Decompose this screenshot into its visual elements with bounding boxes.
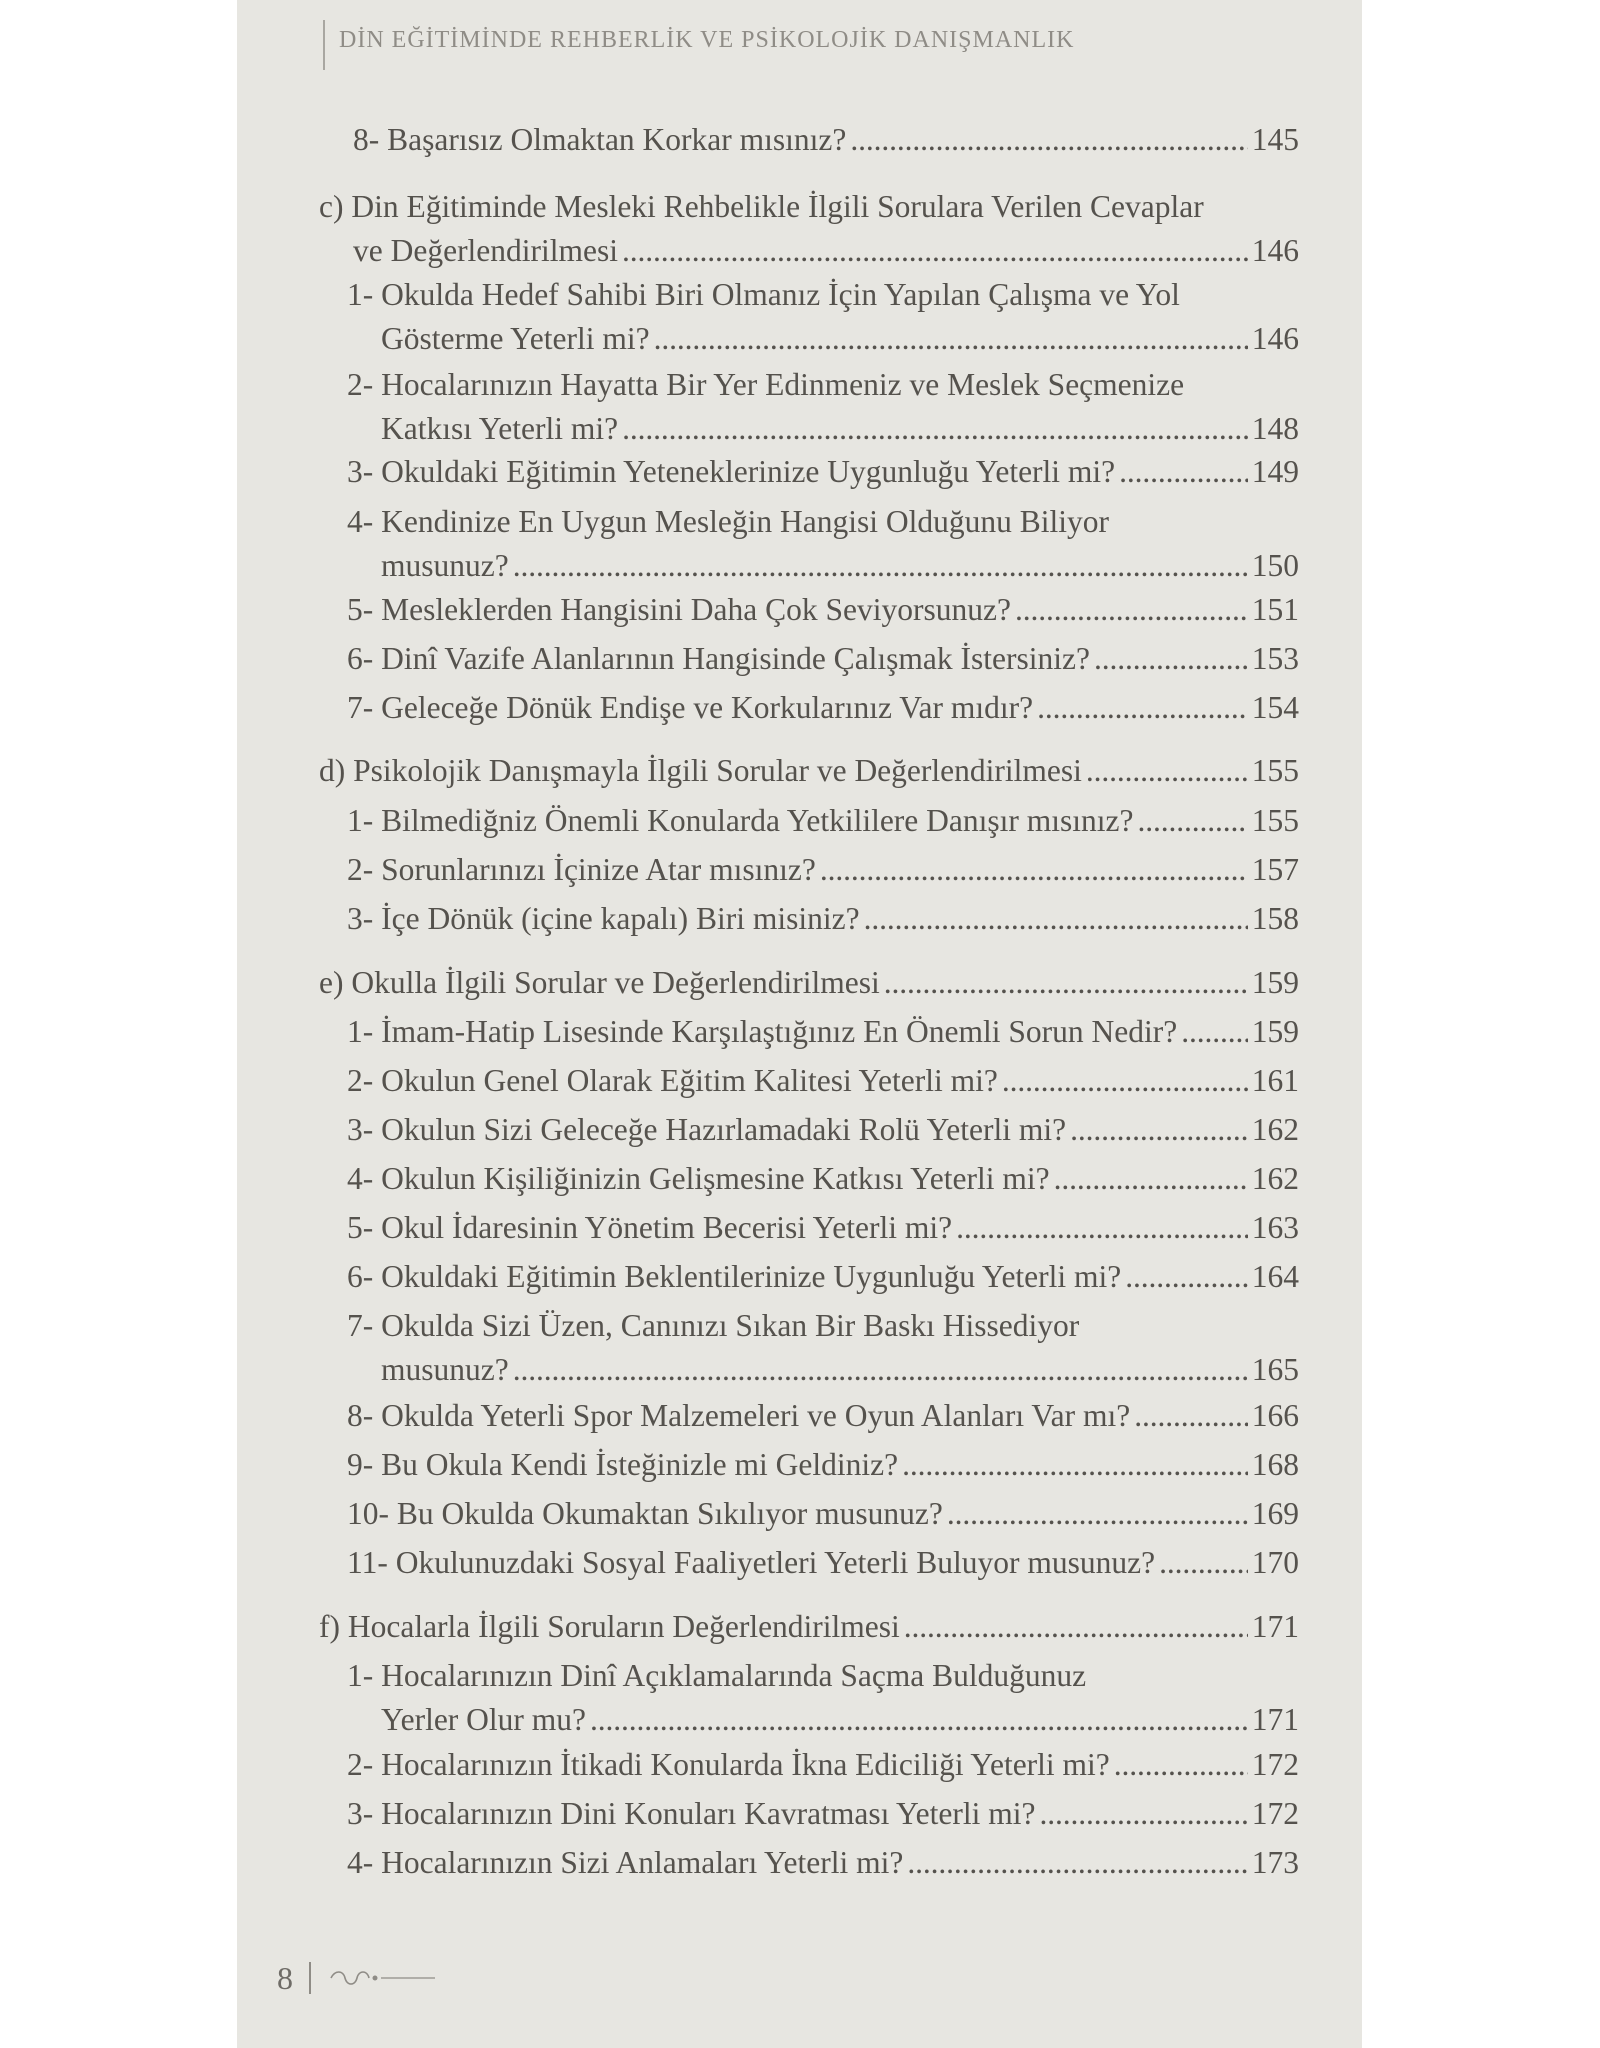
toc-page-number: 162 bbox=[1251, 1161, 1299, 1196]
dot-leader bbox=[590, 1700, 1248, 1740]
toc-entry bbox=[347, 1396, 1299, 1436]
dot-leader bbox=[1015, 590, 1248, 630]
toc-entry-title: 1- İmam-Hatip Lisesinde Karşılaştığınız En Önemli Sorun Nedir? bbox=[347, 1014, 1178, 1049]
toc-entry bbox=[347, 275, 1299, 359]
toc-entry-title: Yerler Olur mu? bbox=[381, 1702, 587, 1737]
toc-page-number: 163 bbox=[1251, 1210, 1299, 1245]
toc-page-number: 173 bbox=[1251, 1845, 1299, 1880]
toc-page-number: 157 bbox=[1251, 852, 1299, 887]
toc-entry bbox=[319, 751, 1299, 791]
dot-leader bbox=[1181, 1012, 1248, 1052]
dot-leader bbox=[1094, 639, 1248, 679]
toc-entry bbox=[347, 1745, 1299, 1785]
toc-page-number: 153 bbox=[1251, 641, 1299, 676]
dot-leader bbox=[904, 1607, 1248, 1647]
toc-entry bbox=[347, 1159, 1299, 1199]
toc-entry-title: 3- Hocalarınızın Dini Konuları Kavratması Yeterli mi? bbox=[347, 1796, 1036, 1831]
toc-entry-title: d) Psikolojik Danışmayla İlgili Sorular ve Değerlendirilmesi bbox=[319, 753, 1082, 788]
dot-leader bbox=[1070, 1110, 1248, 1150]
toc-entry bbox=[319, 1607, 1299, 1647]
toc-entry bbox=[347, 452, 1299, 492]
dot-leader bbox=[1114, 1745, 1248, 1785]
dot-leader bbox=[850, 120, 1247, 160]
toc-entry-title: 8- Başarısız Olmaktan Korkar mısınız? bbox=[353, 122, 847, 157]
toc-page-number: 145 bbox=[1251, 122, 1299, 157]
dot-leader bbox=[1037, 688, 1248, 728]
dot-leader bbox=[1125, 1257, 1247, 1297]
toc-page-number: 166 bbox=[1251, 1398, 1299, 1433]
toc-entry-title: 6- Dinî Vazife Alanlarının Hangisinde Çalışmak İstersiniz? bbox=[347, 641, 1090, 676]
toc-page-number: 151 bbox=[1251, 592, 1299, 627]
toc-entry-title: 9- Bu Okula Kendi İsteğinizle mi Geldiniz? bbox=[347, 1447, 899, 1482]
dot-leader bbox=[622, 409, 1248, 449]
toc-entry-title-line: 1- Okulda Hedef Sahibi Biri Olmanız İçin Yapılan Çalışma ve Yol bbox=[347, 277, 1180, 312]
toc-entry bbox=[347, 1110, 1299, 1150]
toc-entry-title: 3- Okulun Sizi Geleceğe Hazırlamadaki Rolü Yeterli mi? bbox=[347, 1112, 1067, 1147]
page-number: 8 bbox=[277, 1959, 293, 1996]
toc-entry-title: Gösterme Yeterli mi? bbox=[381, 321, 650, 356]
dot-leader bbox=[1134, 1396, 1248, 1436]
toc-entry-title: 8- Okulda Yeterli Spor Malzemeleri ve Oyun Alanları Var mı? bbox=[347, 1398, 1131, 1433]
toc-entry-title: Katkısı Yeterli mi? bbox=[381, 411, 619, 446]
toc-entry-title: 10- Bu Okulda Okumaktan Sıkılıyor musunuz? bbox=[347, 1496, 943, 1531]
toc-entry bbox=[347, 639, 1299, 679]
toc-page-number: 146 bbox=[1251, 233, 1299, 268]
toc-entry-title: 1- Bilmediğniz Önemli Konularda Yetkililere Danışır mısınız? bbox=[347, 803, 1134, 838]
page-footer bbox=[277, 1958, 437, 1998]
toc-page-number: 155 bbox=[1251, 803, 1299, 838]
toc-page-number: 172 bbox=[1251, 1796, 1299, 1831]
toc-page-number: 159 bbox=[1251, 1014, 1299, 1049]
dot-leader bbox=[820, 850, 1248, 890]
table-of-contents bbox=[237, 0, 1362, 2048]
dot-leader bbox=[907, 1843, 1247, 1883]
toc-entry-title-line: 7- Okulda Sizi Üzen, Canınızı Sıkan Bir Baskı Hissediyor bbox=[347, 1308, 1080, 1343]
toc-entry-title: e) Okulla İlgili Sorular ve Değerlendirilmesi bbox=[319, 965, 880, 1000]
toc-entry bbox=[319, 187, 1299, 271]
dot-leader bbox=[902, 1445, 1248, 1485]
toc-entry-title: 2- Hocalarınızın İtikadi Konularda İkna Ediciliği Yeterli mi? bbox=[347, 1747, 1110, 1782]
toc-page-number: 171 bbox=[1251, 1702, 1299, 1737]
toc-entry-title: 2- Okulun Genel Olarak Eğitim Kalitesi Yeterli mi? bbox=[347, 1063, 998, 1098]
toc-page-number: 161 bbox=[1251, 1063, 1299, 1098]
toc-page-number: 155 bbox=[1251, 753, 1299, 788]
dot-leader bbox=[864, 899, 1248, 939]
toc-page-number: 149 bbox=[1251, 454, 1299, 489]
toc-page-number: 172 bbox=[1251, 1747, 1299, 1782]
toc-entry bbox=[319, 963, 1299, 1003]
toc-entry-title: musunuz? bbox=[381, 548, 509, 583]
toc-entry-title: 2- Sorunlarınızı İçinize Atar mısınız? bbox=[347, 852, 816, 887]
toc-page-number: 171 bbox=[1251, 1609, 1299, 1644]
dot-leader bbox=[1086, 751, 1248, 791]
toc-entry-title-line: 2- Hocalarınızın Hayatta Bir Yer Edinmeniz ve Meslek Seçmenize bbox=[347, 367, 1185, 402]
dot-leader bbox=[947, 1494, 1248, 1534]
toc-entry bbox=[347, 1306, 1299, 1390]
footer-divider bbox=[309, 1962, 311, 1994]
dot-leader bbox=[654, 319, 1248, 359]
toc-entry-title: 7- Geleceğe Dönük Endişe ve Korkularınız Var mıdır? bbox=[347, 690, 1034, 725]
toc-entry-title-line: 1- Hocalarınızın Dinî Açıklamalarında Saçma Bulduğunuz bbox=[347, 1658, 1087, 1693]
toc-entry-title: 11- Okulunuzdaki Sosyal Faaliyetleri Yeterli Buluyor musunuz? bbox=[347, 1545, 1156, 1580]
toc-entry bbox=[347, 1445, 1299, 1485]
toc-page-number: 168 bbox=[1251, 1447, 1299, 1482]
dot-leader bbox=[1159, 1543, 1248, 1583]
toc-entry-title-line: c) Din Eğitiminde Mesleki Rehbelikle İlgili Sorulara Verilen Cevaplar bbox=[319, 189, 1204, 224]
dot-leader bbox=[1119, 452, 1248, 492]
toc-entry bbox=[347, 1257, 1299, 1297]
toc-entry-title: ve Değerlendirilmesi bbox=[353, 233, 619, 268]
toc-entry bbox=[347, 1012, 1299, 1052]
dot-leader bbox=[1138, 801, 1248, 841]
toc-entry-title: 3- Okuldaki Eğitimin Yeteneklerinize Uygunluğu Yeterli mi? bbox=[347, 454, 1116, 489]
toc-entry bbox=[347, 1543, 1299, 1583]
toc-page-number: 158 bbox=[1251, 901, 1299, 936]
toc-page-number: 148 bbox=[1251, 411, 1299, 446]
ornament-icon bbox=[327, 1968, 437, 1988]
toc-page-number: 165 bbox=[1251, 1352, 1299, 1387]
toc-page-number: 154 bbox=[1251, 690, 1299, 725]
toc-page-number: 170 bbox=[1251, 1545, 1299, 1580]
dot-leader bbox=[513, 1350, 1248, 1390]
toc-entry-title: f) Hocalarla İlgili Soruların Değerlendirilmesi bbox=[319, 1609, 900, 1644]
toc-page-number: 150 bbox=[1251, 548, 1299, 583]
dot-leader bbox=[1039, 1794, 1247, 1834]
toc-entry bbox=[347, 1494, 1299, 1534]
toc-entry bbox=[347, 1843, 1299, 1883]
toc-entry-title: 5- Okul İdaresinin Yönetim Becerisi Yeterli mi? bbox=[347, 1210, 953, 1245]
toc-page-number: 146 bbox=[1251, 321, 1299, 356]
dot-leader bbox=[513, 546, 1248, 586]
toc-entry bbox=[347, 1208, 1299, 1248]
toc-page-number: 164 bbox=[1251, 1259, 1299, 1294]
book-page bbox=[237, 0, 1362, 2048]
toc-entry-title: 3- İçe Dönük (içine kapalı) Biri misiniz? bbox=[347, 901, 860, 936]
toc-entry bbox=[347, 590, 1299, 630]
toc-entry bbox=[347, 1656, 1299, 1740]
toc-entry-title: musunuz? bbox=[381, 1352, 509, 1387]
toc-entry bbox=[347, 801, 1299, 841]
toc-page-number: 159 bbox=[1251, 965, 1299, 1000]
dot-leader bbox=[1054, 1159, 1248, 1199]
running-header: DİN EĞİTİMİNDE REHBERLİK VE PSİKOLOJİK DANIŞMANLIK bbox=[323, 20, 1075, 70]
toc-entry bbox=[347, 688, 1299, 728]
toc-entry-title: 4- Okulun Kişiliğinizin Gelişmesine Katkısı Yeterli mi? bbox=[347, 1161, 1050, 1196]
toc-entry-title: 5- Mesleklerden Hangisini Daha Çok Seviyorsunuz? bbox=[347, 592, 1011, 627]
toc-entry bbox=[347, 1061, 1299, 1101]
toc-entry bbox=[347, 1794, 1299, 1834]
toc-entry bbox=[347, 899, 1299, 939]
toc-entry bbox=[347, 850, 1299, 890]
toc-entry bbox=[347, 502, 1299, 586]
toc-entry-title: 6- Okuldaki Eğitimin Beklentilerinize Uygunluğu Yeterli mi? bbox=[347, 1259, 1122, 1294]
toc-page-number: 162 bbox=[1251, 1112, 1299, 1147]
toc-entry-title-line: 4- Kendinize En Uygun Mesleğin Hangisi Olduğunu Biliyor bbox=[347, 504, 1110, 539]
toc-entry bbox=[347, 365, 1299, 449]
toc-entry-title: 4- Hocalarınızın Sizi Anlamaları Yeterli mi? bbox=[347, 1845, 904, 1880]
toc-entry bbox=[353, 120, 1299, 160]
dot-leader bbox=[622, 231, 1248, 271]
toc-page-number: 169 bbox=[1251, 1496, 1299, 1531]
dot-leader bbox=[1002, 1061, 1248, 1101]
dot-leader bbox=[884, 963, 1248, 1003]
dot-leader bbox=[956, 1208, 1248, 1248]
